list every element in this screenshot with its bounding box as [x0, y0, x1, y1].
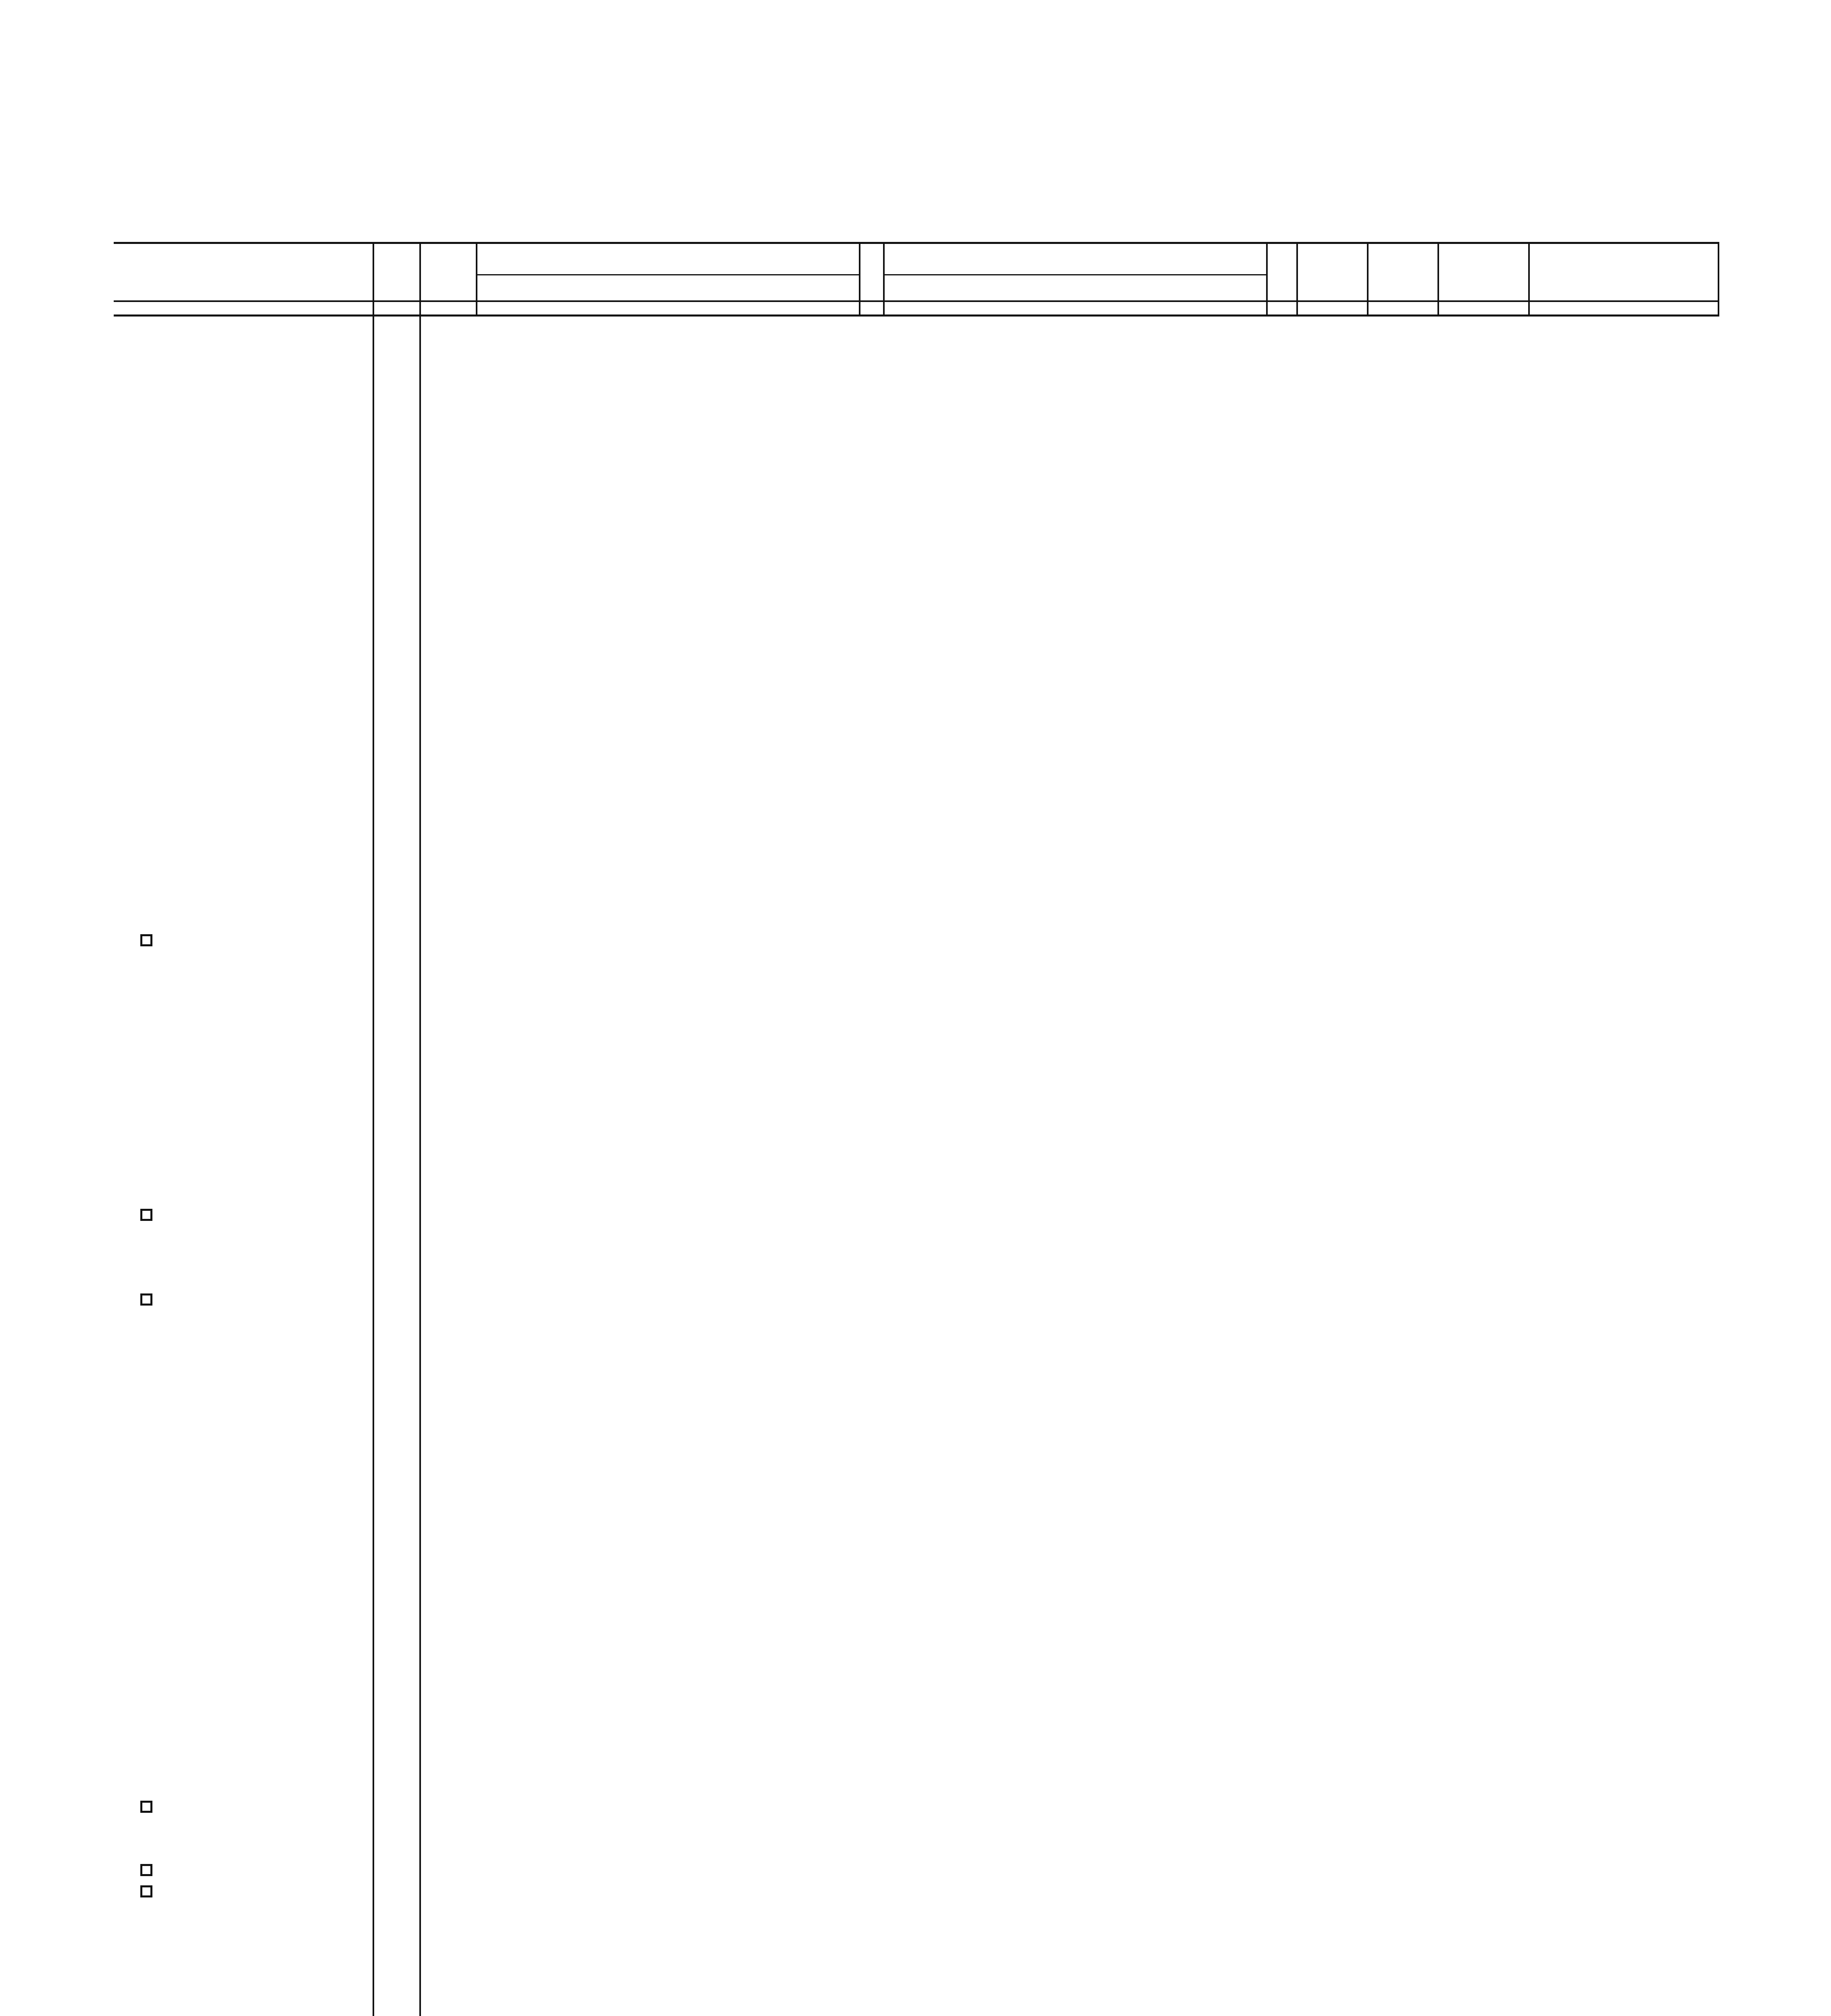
square-icon	[140, 934, 152, 946]
station-name	[116, 1883, 152, 1899]
square-icon	[140, 1209, 152, 1221]
station-name	[116, 1291, 152, 1307]
square-icon	[140, 1293, 152, 1306]
station-name	[116, 1798, 152, 1814]
square-icon	[140, 1885, 152, 1897]
station-name	[116, 932, 152, 948]
station-name	[116, 1206, 152, 1222]
square-icon	[140, 1864, 152, 1876]
station-name	[116, 1862, 152, 1877]
square-icon	[140, 1801, 152, 1813]
